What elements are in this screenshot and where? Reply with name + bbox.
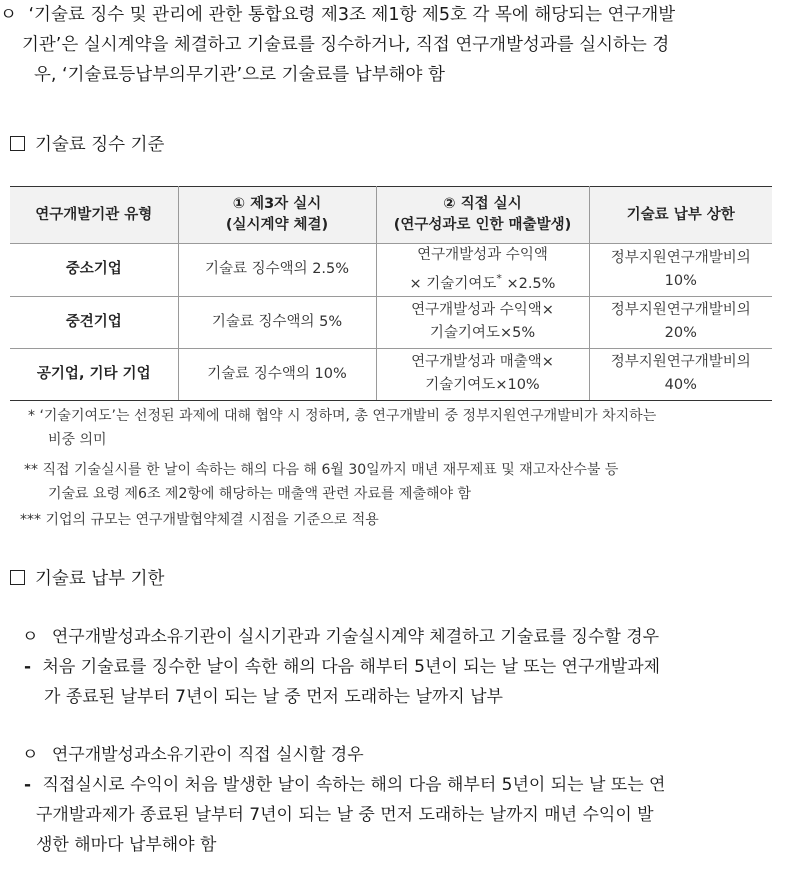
footnote: * ‘기술기여도’는 선정된 과제에 대해 협약 시 정하며, 총 연구개발비 중 정부지원연구개발비가 차지하는	[28, 408, 657, 424]
footnote-continued: 기술료 요령 제6조 제2항에 해당하는 매출액 관련 자료를 제출해야 함	[48, 486, 472, 502]
cell-org-type: 공기업, 기타 기업	[10, 348, 178, 400]
item-lead	[22, 622, 782, 652]
footnote: *** 기업의 규모는 연구개발협약체결 시점을 기준으로 적용	[20, 512, 379, 528]
intro-line-2: 기관’은 실시계약을 체결하고 기술료를 징수하거나, 직접 연구개발성과를 실시하는 경	[22, 35, 670, 55]
intro-paragraph	[0, 0, 764, 90]
section-heading-fee-criteria	[10, 132, 164, 158]
cell-cap: 정부지원연구개발비의 40%	[589, 348, 772, 400]
table-footnotes	[18, 404, 778, 532]
bullet-circle: ㅇ	[22, 627, 39, 647]
item-detail	[24, 652, 782, 682]
intro-line-3: 우, ‘기술료등납부의무기관’으로 기술료를 납부해야 함	[34, 65, 445, 85]
table-row	[10, 244, 772, 297]
table-row	[10, 348, 772, 400]
intro-line	[0, 0, 764, 30]
cell-direct: 연구개발성과 수익액× 기술기여도×5%	[376, 296, 589, 348]
cell-org-type: 중견기업	[10, 296, 178, 348]
cell-third-party: 기술료 징수액의 5%	[178, 296, 376, 348]
footnote-continued: 비중 의미	[48, 432, 107, 448]
cell-org-type: 중소기업	[10, 244, 178, 297]
item-detail-line: 생한 해마다 납부해야 함	[36, 835, 217, 855]
checkbox-square-icon	[10, 136, 25, 151]
table-header-row	[10, 187, 772, 244]
cell-cap: 정부지원연구개발비의 20%	[589, 296, 772, 348]
fee-criteria-table	[10, 186, 772, 401]
item-detail-line: 가 종료된 날부터 7년이 되는 날 중 먼저 도래하는 날까지 납부	[44, 687, 503, 707]
bullet-circle: ㅇ	[22, 745, 39, 765]
header-org-type: 연구개발기관 유형	[10, 187, 178, 244]
cell-third-party: 기술료 징수액의 10%	[178, 348, 376, 400]
header-third-party: ① 제3자 실시 (실시계약 체결)	[178, 187, 376, 244]
cell-direct: 연구개발성과 매출액× 기술기여도×10%	[376, 348, 589, 400]
section-heading-payment-deadline	[10, 566, 164, 592]
intro-line-1: ‘기술료 징수 및 관리에 관한 통합요령 제3조 제1항 제5호 각 목에 해당되는 연구개발	[28, 5, 676, 25]
deadline-item	[22, 622, 782, 712]
cell-third-party: 기술료 징수액의 2.5%	[178, 244, 376, 297]
item-lead-text: 연구개발성과소유기관이 직접 실시할 경우	[51, 745, 364, 765]
item-detail-line: 직접실시로 수익이 처음 발생한 날이 속하는 해의 다음 해부터 5년이 되는 날 또는 연	[42, 775, 666, 795]
deadline-item	[22, 740, 782, 860]
footnote: ** 직접 기술실시를 한 날이 속하는 해의 다음 해 6월 30일까지 매년 재무제표 및 재고자산수불 등	[24, 462, 619, 478]
intro-line	[0, 30, 764, 60]
item-detail-line: 구개발과제가 종료된 날부터 7년이 되는 날 중 먼저 도래하는 날까지 매년 수익이 발	[36, 805, 654, 825]
cell-direct: 연구개발성과 수익액 × 기술기여도* ×2.5%	[376, 244, 589, 297]
item-detail-line: 처음 기술료를 징수한 날이 속한 해의 다음 해부터 5년이 되는 날 또는 연구개발과제	[42, 657, 661, 677]
bullet-circle: ㅇ	[0, 5, 17, 25]
dash-marker: -	[24, 775, 32, 795]
checkbox-square-icon	[10, 570, 25, 585]
section-title: 기술료 납부 기한	[35, 569, 165, 589]
header-direct: ② 직접 실시 (연구성과로 인한 매출발생)	[376, 187, 589, 244]
header-cap: 기술료 납부 상한	[589, 187, 772, 244]
intro-line	[0, 60, 764, 90]
item-lead	[22, 740, 782, 770]
table-row	[10, 296, 772, 348]
cell-cap: 정부지원연구개발비의 10%	[589, 244, 772, 297]
dash-marker: -	[24, 657, 32, 677]
section-title: 기술료 징수 기준	[35, 135, 165, 155]
item-lead-text: 연구개발성과소유기관이 실시기관과 기술실시계약 체결하고 기술료를 징수할 경우	[51, 627, 660, 647]
item-detail	[24, 770, 782, 800]
